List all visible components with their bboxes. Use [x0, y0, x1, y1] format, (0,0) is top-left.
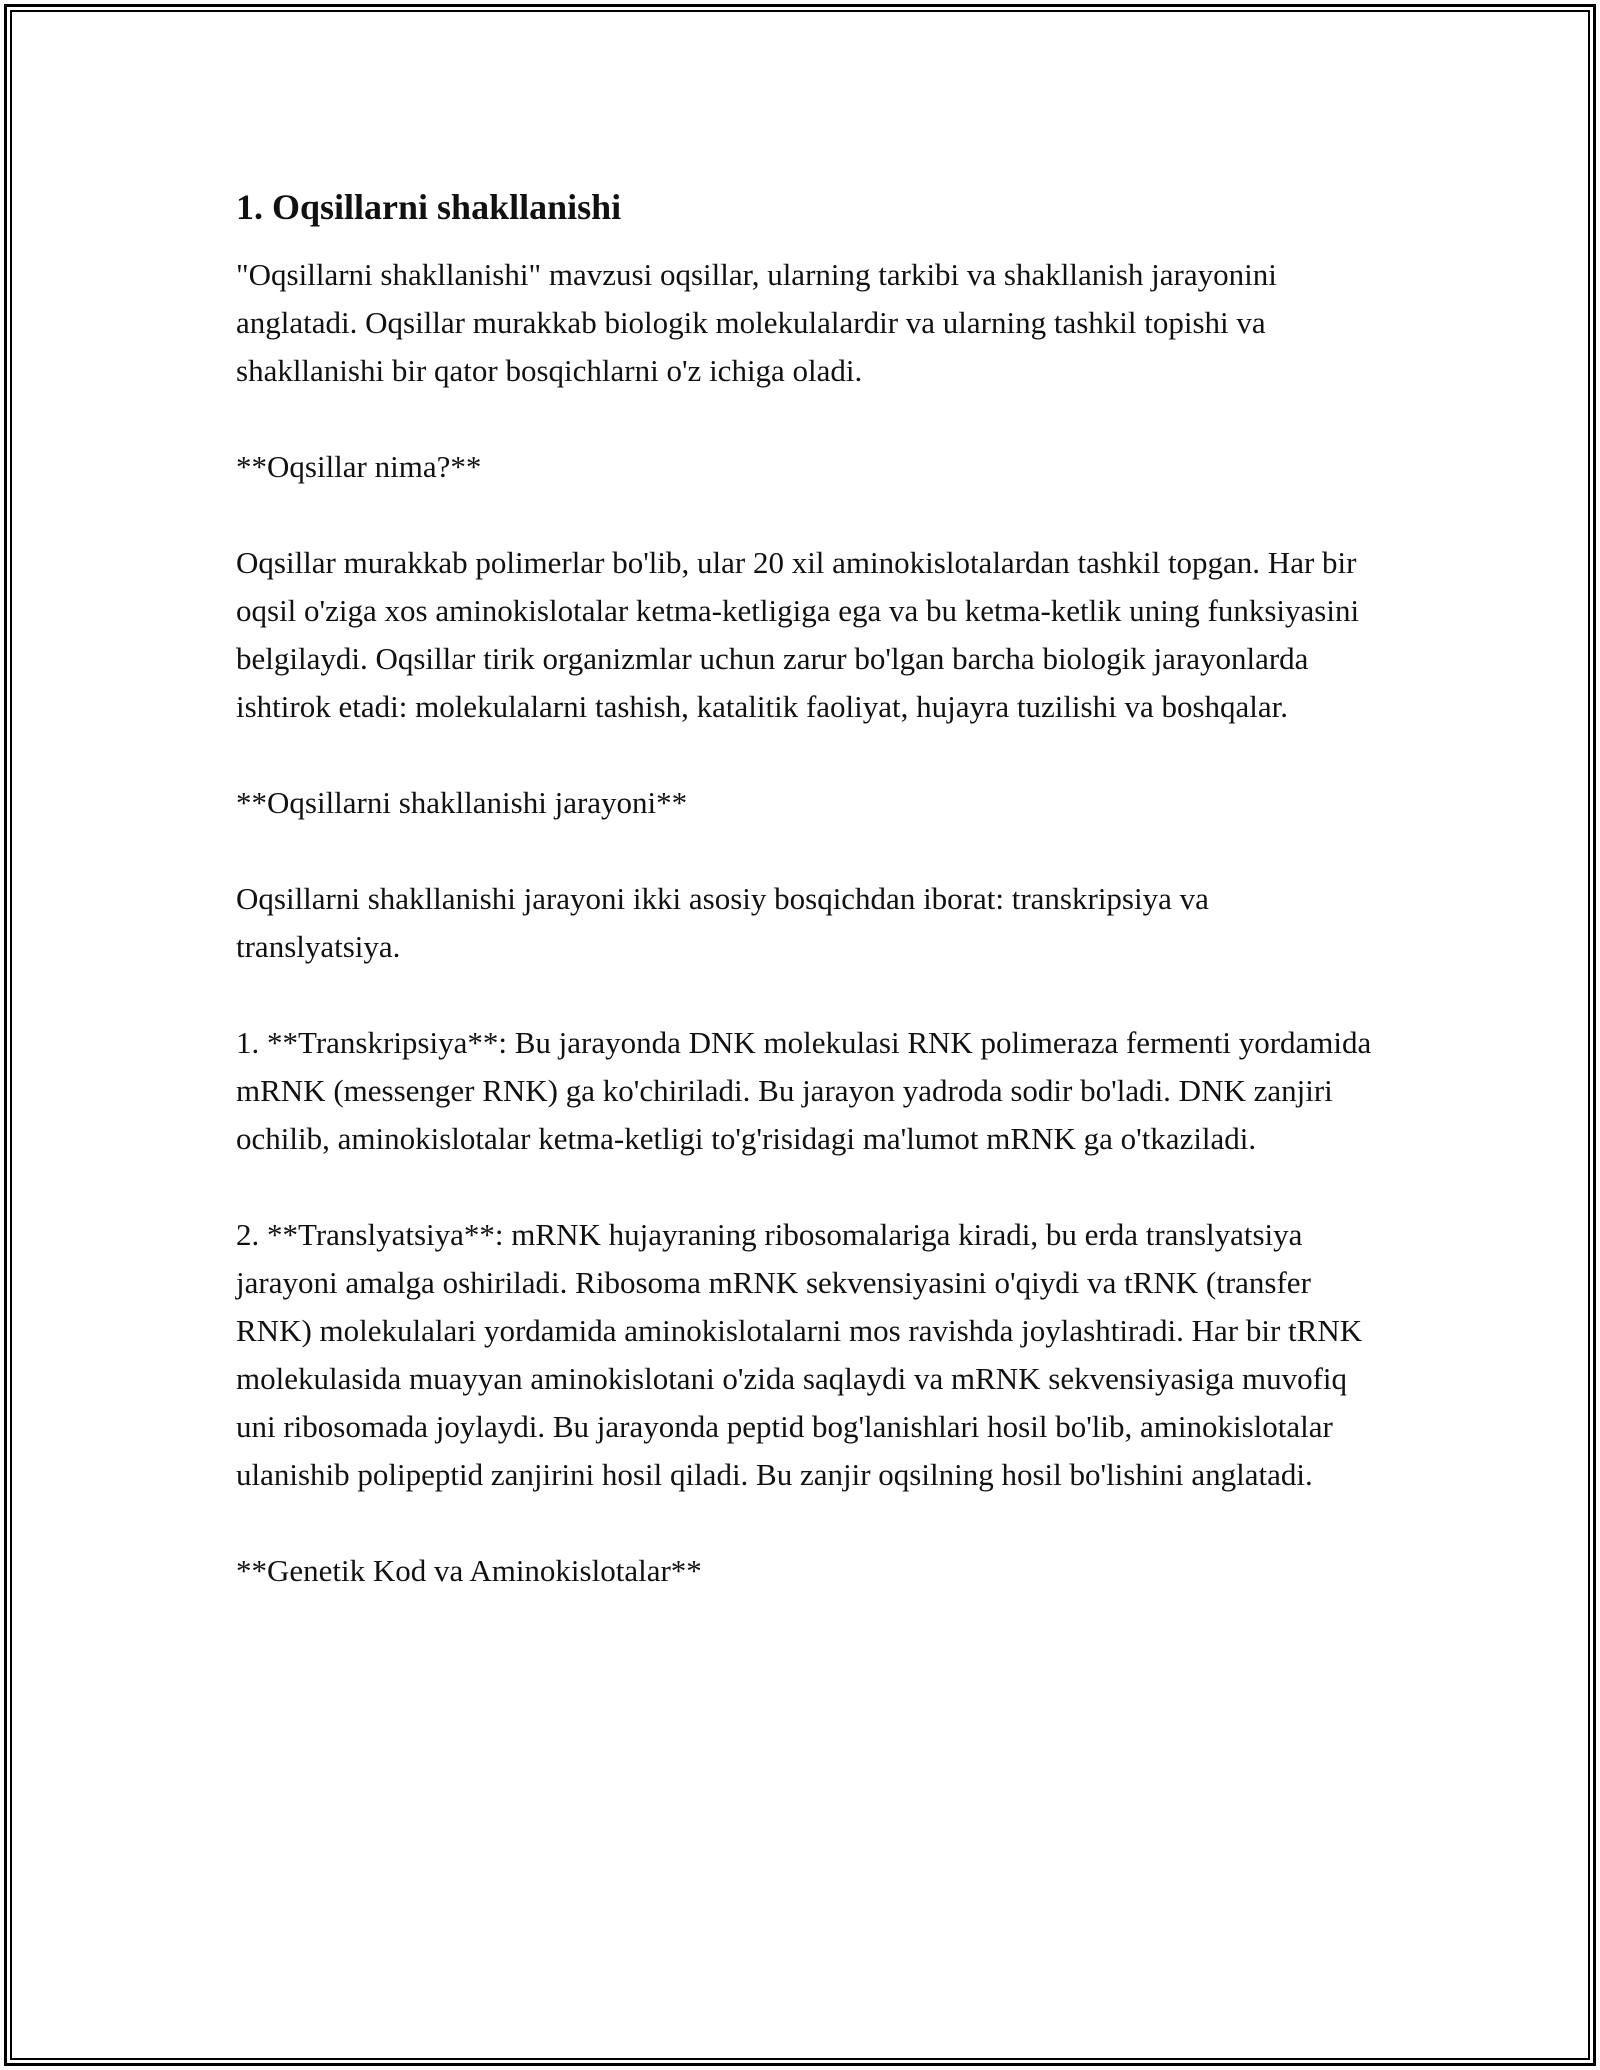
- heading-shakllanish-jarayoni: **Oqsillarni shakllanishi jarayoni**: [236, 785, 688, 820]
- heading-genetik-kod: **Genetik Kod va Aminokislotalar**: [236, 1553, 702, 1588]
- paragraph-oqsillar-definition: Oqsillar murakkab polimerlar bo'lib, ular 20 xil aminokislotalardan tashkil topgan. Har bir oqsil o'ziga xos aminokislotalar ketma-ketligiga ega va bu ketma-ketlik uning funksiyasini belgilaydi. Oqsillar tirik organizmlar uchun zarur bo'lgan barcha biologik jarayonlarda ishtirok etadi: molekulalarni tashish, katalitik faoliyat, hujayra tuzilishi va boshqalar.: [236, 545, 1360, 724]
- document-body: [236, 185, 1376, 1643]
- paragraph-intro: "Oqsillarni shakllanishi" mavzusi oqsillar, ularning tarkibi va shakllanish jarayonini anglatadi. Oqsillar murakkab biologik molekulalardir va ularning tashkil topishi va shakllanishi bir qator bosqichlarni o'z ichiga oladi.: [236, 257, 1277, 388]
- list-item-transkripsiya: 1. **Transkripsiya**: Bu jarayonda DNK molekulasi RNK polimeraza fermenti yordamida mRNK (messenger RNK) ga ko'chiriladi. Bu jarayon yadroda sodir bo'ladi. DNK zanjiri ochilib, aminokislotalar ketma-ketligi to'g'risidagi ma'lumot mRNK ga o'tkaziladi.: [236, 1025, 1372, 1156]
- paragraph-two-stages: Oqsillarni shakllanishi jarayoni ikki asosiy bosqichdan iborat: transkripsiya va translyatsiya.: [236, 881, 1209, 964]
- list-item-translyatsiya: 2. **Translyatsiya**: mRNK hujayraning ribosomalariga kiradi, bu erda translyatsiya jarayoni amalga oshiriladi. Ribosoma mRNK sekvensiyasini o'qiydi va tRNK (transfer RNK) molekulalari yordamida aminokislotalarni mos ravishda joylashtiradi. Har bir tRNK molekulasida muayyan aminokislotani o'zida saqlaydi va mRNK sekvensiyasiga muvofiq uni ribosomada joylaydi. Bu jarayonda peptid bog'lanishlari hosil bo'lib, aminokislotalar ulanishib polipeptid zanjirini hosil qiladi. Bu zanjir oqsilning hosil bo'lishini anglatadi.: [236, 1217, 1363, 1492]
- heading-oqsillar-nima: **Oqsillar nima?**: [236, 449, 482, 484]
- document-title: 1. Oqsillarni shakllanishi: [236, 187, 622, 227]
